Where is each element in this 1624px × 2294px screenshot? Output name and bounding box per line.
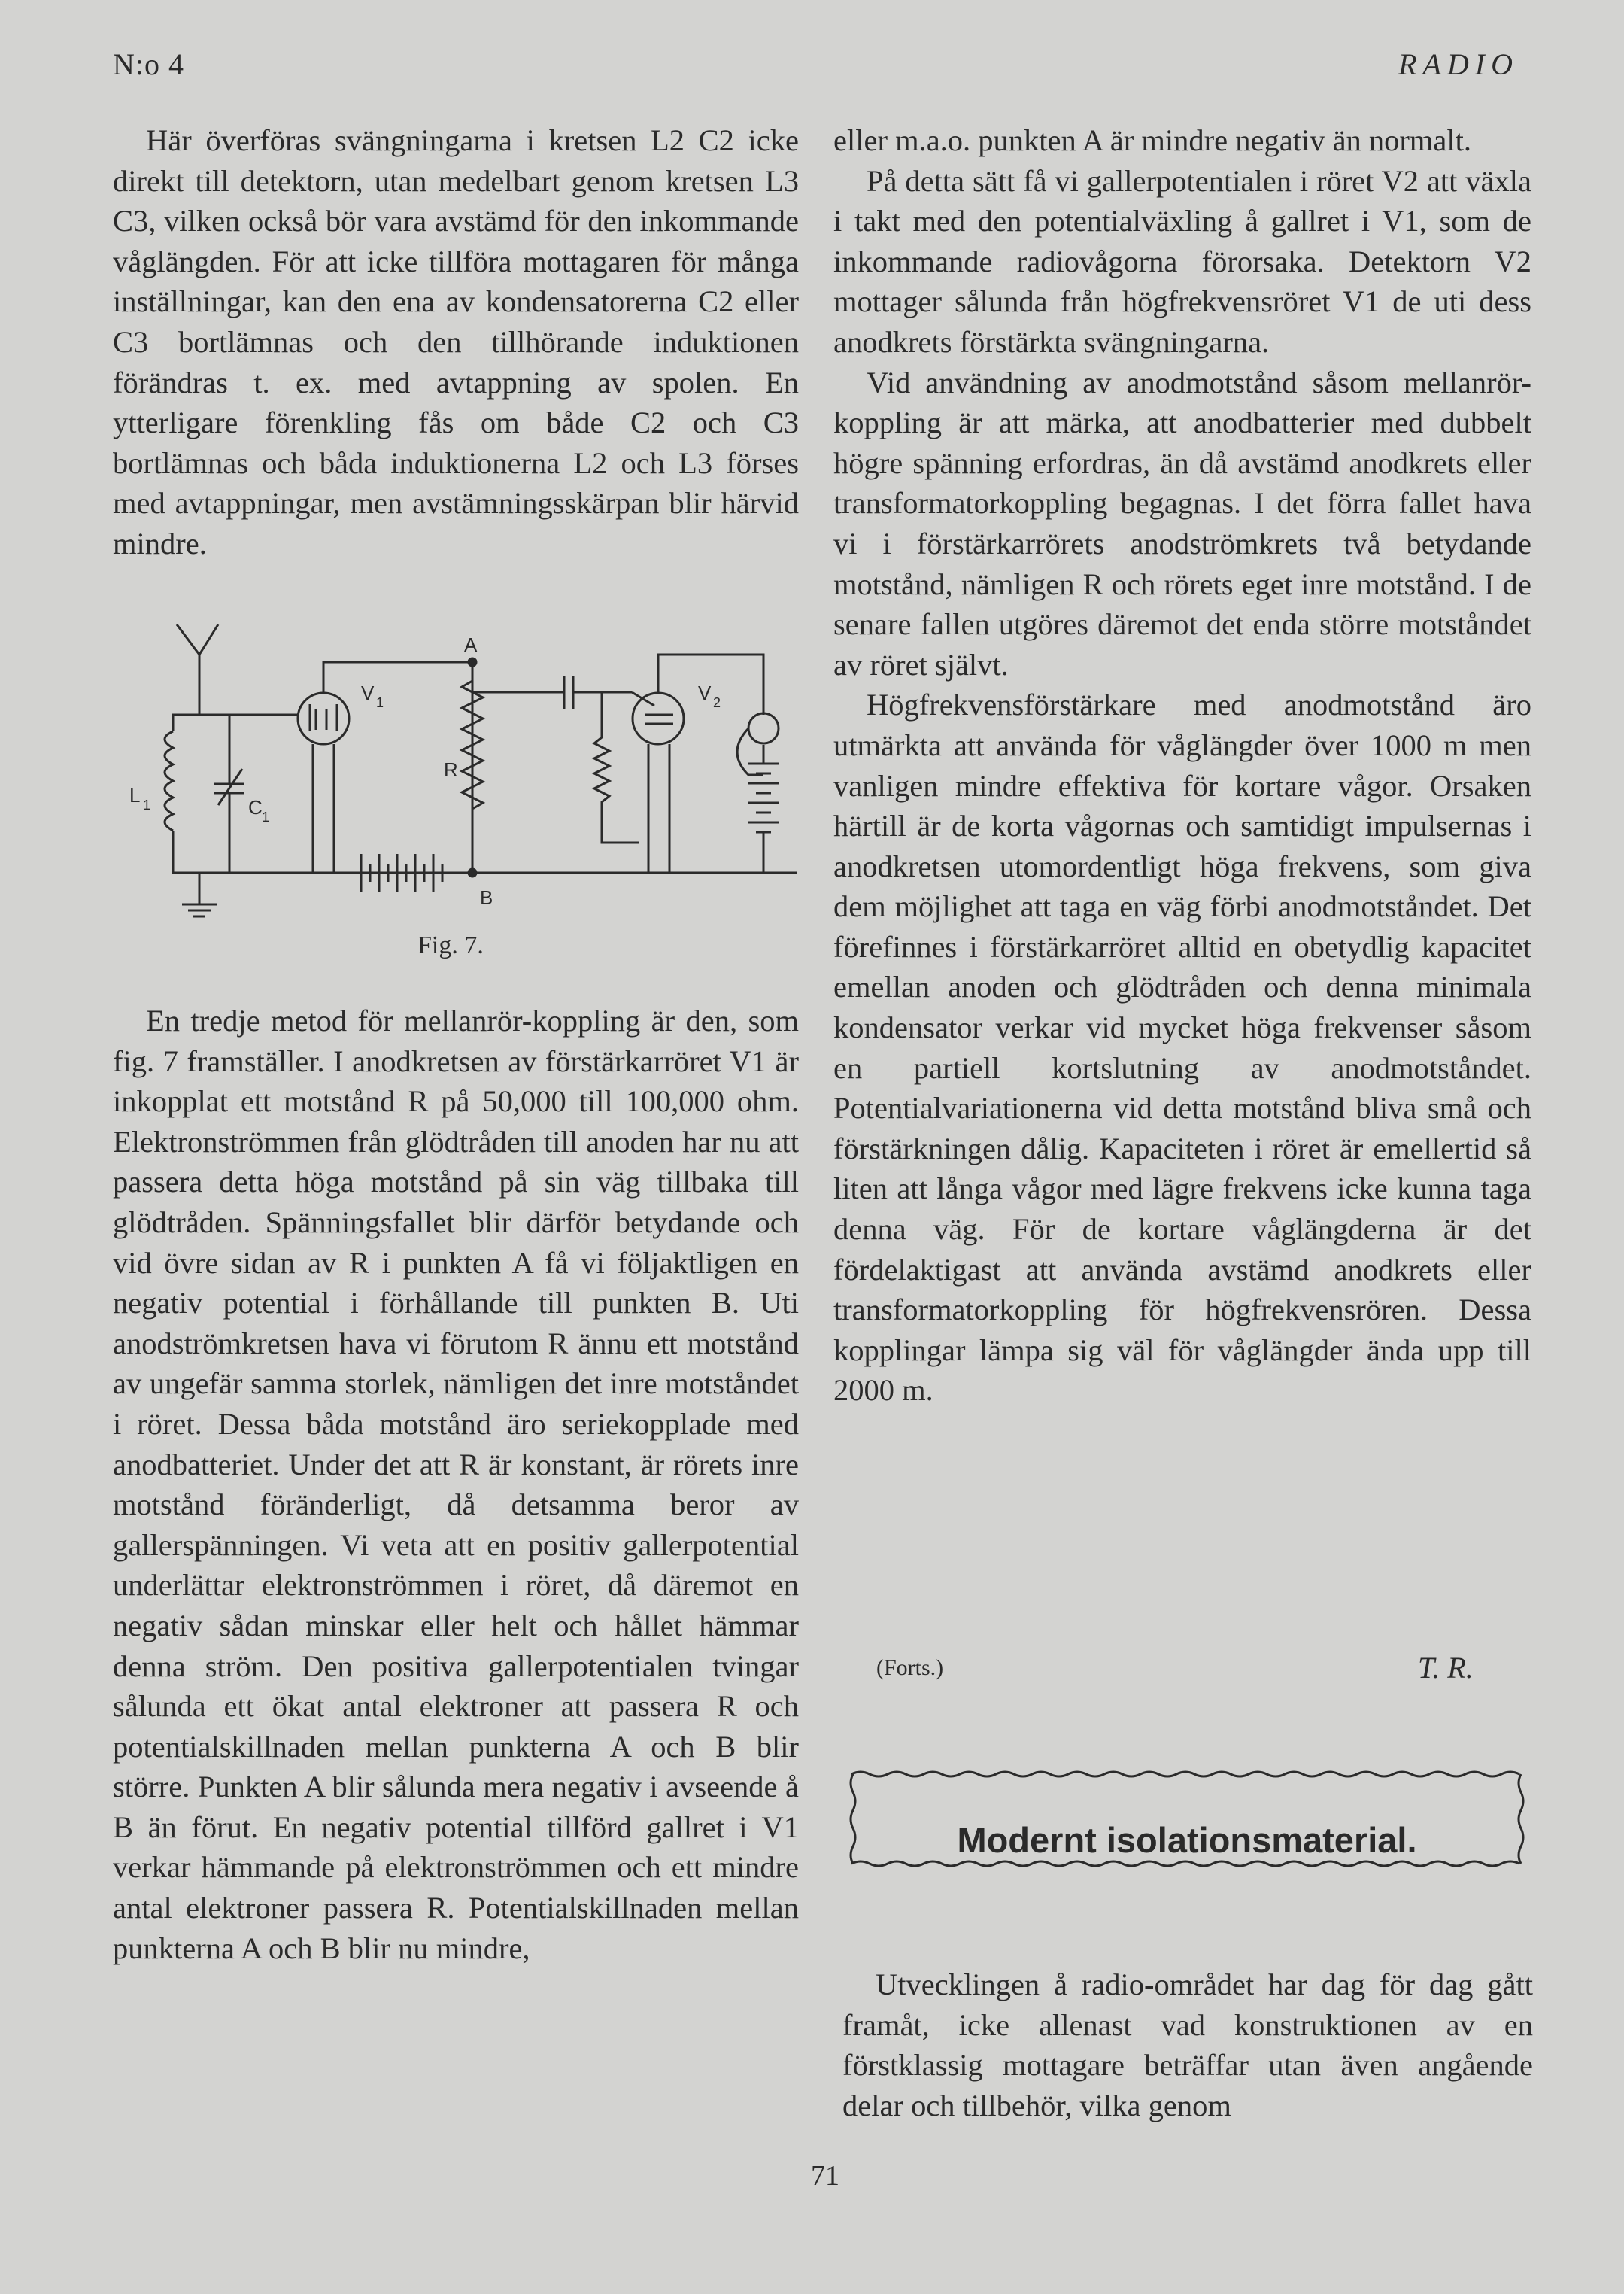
paragraph: Högfrekvensförstärkare med anodmotstånd äro utmärkta att använda för våglängder över 1000 m men vanligen mindre effektiva för kortare vågor. Orsaken härtill är de korta vågornas och samtidigt impulsernas i anodkretsen utomordentligt höga frekvens, som giva dem möjlighet att taga en väg förbi anodmotståndet. Det förefinnes i förstärkarröret alltid en obetydlig kapacitet emellan anoden och glödtråden och denna minimala kondensator verkar vid mycket höga frekvenser såsom en partiell kortslutning av anodmotståndet. Potentialvariationerna vid detta motstånd bliva små och förstärkningen dålig. Kapaciteten i röret är emellertid så liten att långa vågor med lägre frekvens icke kunna taga denna väg. För de kortare våglängderna är det fördelaktigast att använda avstämd anodkrets eller transformatorkoppling för högfrekvensrören. Dessa kopplingar lämpa sig väl för våglängder ända upp till 2000 m.: [833, 688, 1531, 1408]
paragraph: En tredje metod för mellanrör-koppling är den, som fig. 7 framställer. I anodkretsen av förstärkarröret V1 är inkopplat ett motstånd R på 50,000 till 100,000 ohm. Elektronströmmen från glödtråden till anoden har nu att passera detta höga motstånd på sin väg tillbaka till glödtråden. Spänningsfallet blir därför betydande och vid övre sidan av R i punkten A få vi följaktligen en negativ potential i förhållande till punkten B. Uti anodströmkretsen hava vi förutom R ännu ett motstånd av ungefär samma storlek, nämligen det inre motståndet i röret. Dessa båda motstånd äro seriekopplade med anodbatteriet. Under det att R är konstant, är rörets inre motstånd föränderligt, då detsamma beror av gallerspänningen. Vi veta att en positiv gallerpotential underlättar elektronströmmen i röret, då däremot en negativ sådan minskar eller helt och hållet hämmar denna ström. Den positiva gallerpotentialen tvingar sålunda ett ökat antal elektroner att passera R och potentialskillnaden mellan punkterna A och B blir större. Punkten A blir sålunda mera negativ i avseende å B än förut. En negativ potential tillförd gallret i V1 verkar hämmande på elektronströmmen och ett mindre antal elektroner passera R. Potentialskillnaden mellan punkterna A och B blir nu mindre,: [113, 1004, 799, 1965]
left-column-top: [113, 120, 799, 564]
journal-title: RADIO: [1398, 47, 1519, 81]
antenna-icon: [177, 624, 218, 715]
label-l1: L: [129, 784, 141, 807]
left-column-bottom: [113, 1001, 799, 1968]
right-column-bottom: [842, 1964, 1533, 2125]
ground-icon: [182, 873, 217, 916]
right-column: [833, 120, 1531, 1411]
label-a: A: [464, 634, 478, 656]
label-b: B: [480, 886, 493, 909]
author-initials: T. R.: [1418, 1651, 1474, 1685]
coupling-capacitor: [472, 676, 632, 709]
label-v1-sub: 1: [376, 695, 384, 710]
paragraph: Här överföras svängningarna i kretsen L2 C2 icke direkt till detektorn, utan medelbart genom kretsen L3 C3, vilken också bör vara avstämd för den inkommande våglängden. För att icke tillföra mottagaren för många inställningar, kan den ena av kondensatorerna C2 eller C3 bortlämnas och den tillhörande induktionen förändras t. ex. med avtappning av spolen. En ytterligare förenkling fås om både C2 och C3 bortlämnas och båda induktionerna L2 och L3 förses med avtappningar, men avstämningsskärpan blir härvid mindre.: [113, 123, 799, 561]
section-title: Modernt isolationsmaterial.: [957, 1820, 1417, 1860]
paragraph: eller m.a.o. punkten A är mindre negativ än normalt.: [833, 123, 1472, 157]
circuit-diagram: [113, 609, 797, 940]
label-v1: V: [361, 682, 375, 704]
anode-battery: [748, 745, 779, 873]
paragraph: På detta sätt få vi gallerpotentialen i röret V2 att växla i takt med den potentialväxling å gallret i V1, som de inkommande radiovågorna förorsaka. Detektorn V2 mottager sålunda från högfrekvensröret V1 de uti dess anodkrets förstärkta svängningarna.: [833, 163, 1531, 359]
filament-battery: [334, 835, 442, 892]
figure-caption: Fig. 7.: [417, 931, 484, 959]
capacitor-c1: [199, 715, 244, 873]
label-v2: V: [698, 682, 712, 704]
continued-note: (Forts.): [876, 1655, 944, 1680]
label-v2-sub: 2: [713, 695, 721, 710]
issue-number: N:o 4: [113, 47, 184, 81]
paragraph: Vid användning av anodmotstånd såsom mellanrör-koppling är att märka, att anodbatterier med dubbelt högre spänning erfordras, än då avstämd anodkrets eller transformatorkoppling begagnas. I det förra fallet hava vi i förstärkarrörets anodströmkrets två betydande motstånd, nämligen R och rörets eget inre motstånd. I de senare fallen utgöres däremot det enda större motståndet av röret självt.: [833, 365, 1531, 682]
label-c1: C: [248, 796, 263, 819]
tube-v1: [229, 662, 472, 873]
label-c1-sub: 1: [262, 810, 270, 825]
paragraph: Utvecklingen å radio-området har dag för dag gått framåt, icke allenast vad konstruktionen av en förstklassig mottagare beträffar utan även angående delar och tillbehör, vilka genom: [842, 1967, 1533, 2122]
headphone-icon: [737, 713, 779, 775]
label-r: R: [444, 758, 458, 781]
page-number: 71: [811, 2160, 839, 2192]
label-l1-sub: 1: [143, 798, 151, 813]
